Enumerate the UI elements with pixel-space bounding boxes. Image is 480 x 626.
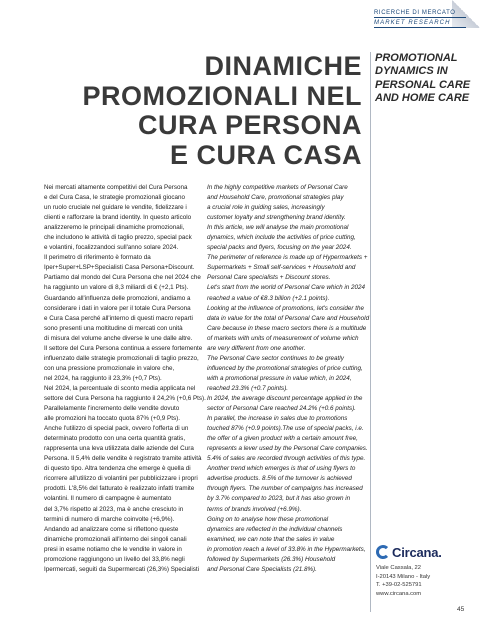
title-italian-line: PROMOZIONALI NEL [82,80,362,111]
body-line: Another trend which emerges is that of using flyers to [207,465,356,473]
body-line: of markets with units of measurement of volume which [207,334,359,342]
body-line: considerare i dati in valore per il totale Cura Persona [44,304,191,312]
body-line: touched 87% (+0.9 points).The use of special packs, i.e. [207,425,364,433]
body-line: di questo tipo. Altra tendenza che emerge è quella di [44,465,191,473]
body-line: Looking at the influence of promotions, let's consider the [207,304,364,312]
body-line: reached 23.3% (+0.7 points). [207,384,289,392]
body-line: Iper+Super+LSP+Specialisti Casa Persona+Discount. [44,264,195,272]
body-line: Let's start from the world of Personal Care which in 2024 [207,284,366,292]
body-english [207,183,370,575]
logo-text: Circana. [392,544,442,560]
body-line: with a promotional pressure in value which, in 2024, [207,374,352,382]
body-line: The perimeter of reference is made up of Hypermarkets + [207,254,368,262]
body-line: The Personal Care sector continues to be greatly [207,354,344,362]
body-line: Il perimetro di riferimento è formato da [44,254,151,262]
page-number: 45 [457,606,465,613]
body-line: Anche l'utilizzo di special pack, ovvero l'offerta di un [44,425,189,433]
body-line: customer loyalty and strengthening brand identity. [207,214,346,222]
title-english-line: PROMOTIONAL [375,52,458,64]
body-line: Andando ad analizzare come si riflettono queste [44,525,179,533]
body-line: In 2024, the average discount percentage applied in the [207,394,363,402]
circana-logo [376,545,442,559]
body-line: terms of brands involved (+6.9%). [207,505,302,513]
body-line: Nei mercati altamente competitivi del Cura Persona [44,184,188,191]
body-line: through flyers. The number of campaigns has increased [207,485,363,493]
body-line: del 3,7% rispetto al 2023, ma è anche cresciuto in [44,505,184,513]
circana-logo-icon [376,545,390,559]
title-italian-line: DINAMICHE [204,51,362,81]
body-line: termini di numero di marche coinvolte (+6,9%). [44,515,175,523]
body-line: and Household Care, promotional strategies play [207,194,344,202]
body-line: Parallelamente l'incremento delle vendite dovuto [44,405,180,413]
body-line: rappresenta una leva utilizzata dalle aziende del Cura [44,445,194,453]
body-line: alle promozioni ha toccato quota 87% (+0,9 Pts). [44,415,180,423]
section-tag-italian: RICERCHE DI MERCATO [374,10,466,18]
body-line: con una pressione promozionale in valore che, [44,364,175,372]
body-line: promozione raggiungono un livello del 33,8% negli [44,555,185,563]
body-line: sono presenti una moltitudine di mercati con unità [44,324,183,332]
body-line: e del Cura Casa, le strategie promozionali giocano [44,194,186,202]
body-line: sector of Personal Care reached 24.2% (+0.6 points). [207,405,356,413]
body-line: Partiamo dal mondo del Cura Persona che nel 2024 che [44,274,201,282]
address-phone: T. +39-02-525791 [376,582,422,588]
title-english-line: PERSONAL CARE [375,78,471,91]
body-line: examined, we can note that the sales in value [207,535,335,543]
body-line: volantini. Il numero di campagne è aumentato [44,495,172,503]
body-line: represents a lever used by the Personal Care companies. [207,445,368,453]
body-line: presi in esame notiamo che le vendite in valore in [44,545,182,553]
address-city: I-20143 Milano - Italy [376,573,431,580]
body-line: reached a value of €8.3 billion (+2.1 points). [207,294,330,302]
body-line: clienti e rafforzare la brand identity. In questo articolo [44,214,192,222]
body-line: di misura del volume anche diverse le une dalle altre. [44,334,193,342]
body-line: influenzato dalle strategie promozionali di taglio prezzo, [44,354,199,362]
title-english-line: AND HOME CARE [375,92,470,105]
body-line: Ipermercati, seguiti da Supermercati (26,3%) Specialisti [44,565,200,573]
body-line: are very different from one another. [207,344,306,352]
body-line: in promotion reach a level of 33.8% in the Hypermarkets, [207,545,366,553]
body-line: nel 2024, ha raggiunto il 23,3% (+0,7 Pts). [44,374,162,382]
body-line: followed by Supermarkets (26.3%) Household [207,555,336,563]
body-line: dinamiche promozionali all'interno dei singoli canali [44,535,187,543]
body-line: determinato prodotto con una certa quantità gratis, [44,435,186,443]
body-line: analizzeremo le principali dinamiche promozionali, [44,224,185,232]
body-line: un ruolo cruciale nel guidare le vendite, fidelizzare i [44,204,187,212]
body-line: prodotti. L'8,5% del fatturato è realizzato infatti tramite [44,485,195,493]
body-line: In this article, we will analyse the main promotional [207,224,349,232]
body-line: che includono le attività di taglio prezzo, special pack [44,234,192,242]
section-tag [374,10,466,28]
body-line: dynamics are reflected in the individual channels [207,525,343,533]
column-divider [370,52,371,612]
title-english [375,52,475,106]
body-line: ha raggiunto un valore di 8,3 miliardi di € (+2,1 Pts). [44,284,189,292]
body-line: e Cura Casa perché all'interno di questi macro reparti [44,314,193,322]
body-line: influenced by the promotional strategies of price cutting, [207,364,363,372]
body-line: a crucial role in guiding sales, increasingly [207,204,325,212]
body-line: Nel 2024, la percentuale di sconto media applicata nel [44,384,196,392]
body-line: data in value for the total of Personal Care and Household [207,314,370,322]
body-line: In the highly competitive markets of Personal Care [207,184,348,191]
body-italian [44,183,206,575]
body-line: 5.4% of sales are recorded through activities of this type. [207,455,366,463]
body-line: In parallel, the increase in sales due to promotions [207,415,348,423]
body-line: Guardando all'influenza delle promozioni, andiamo a [44,294,191,302]
title-italian-line: E CURA CASA [169,139,362,170]
body-line: Care because in these macro sectors there is a multitude [207,324,367,332]
body-line: and Personal Care Specialists (21.8%). [207,565,317,573]
title-italian [40,52,362,170]
title-english-line: DYNAMICS IN [375,65,448,78]
body-line: by 3.7% compared to 2023, but it has also grown in [207,495,351,503]
body-line: Personal Care specialists + Discount stores. [207,274,331,282]
body-line: settore del Cura Persona ha raggiunto il 24,2% (+0,6 Pts). [44,394,206,402]
body-line: Going on to analyse how these promotional [207,515,329,523]
body-line: dynamics, which include the activities of price cutting, [207,234,356,242]
address-website[interactable]: www.circana.com [376,590,422,597]
body-line: Persona. Il 5,4% delle vendite è registrato tramite attività [44,455,202,463]
address-street: Viale Cassala, 22 [376,565,422,571]
section-tag-english: MARKET RESEARCH [374,18,466,28]
body-line: the offer of a given product with a certain amount free, [207,435,358,443]
body-line: e volantini, focalizzandoci sull'anno solare 2024. [44,244,179,252]
body-line: ricorrere all'utilizzo di volantini per pubblicizzare i propri [44,475,198,483]
body-line: Il settore del Cura Persona continua a essere fortemente [44,344,203,352]
body-line: Supermarkets + Small self-services + Household and [207,264,356,272]
body-line: special packs and flyers, focusing on the year 2024. [207,244,352,252]
body-line: advertise products. 8.5% of the turnover is achieved [207,475,352,483]
title-italian-line: CURA PERSONA [137,110,362,140]
company-address [376,564,430,598]
